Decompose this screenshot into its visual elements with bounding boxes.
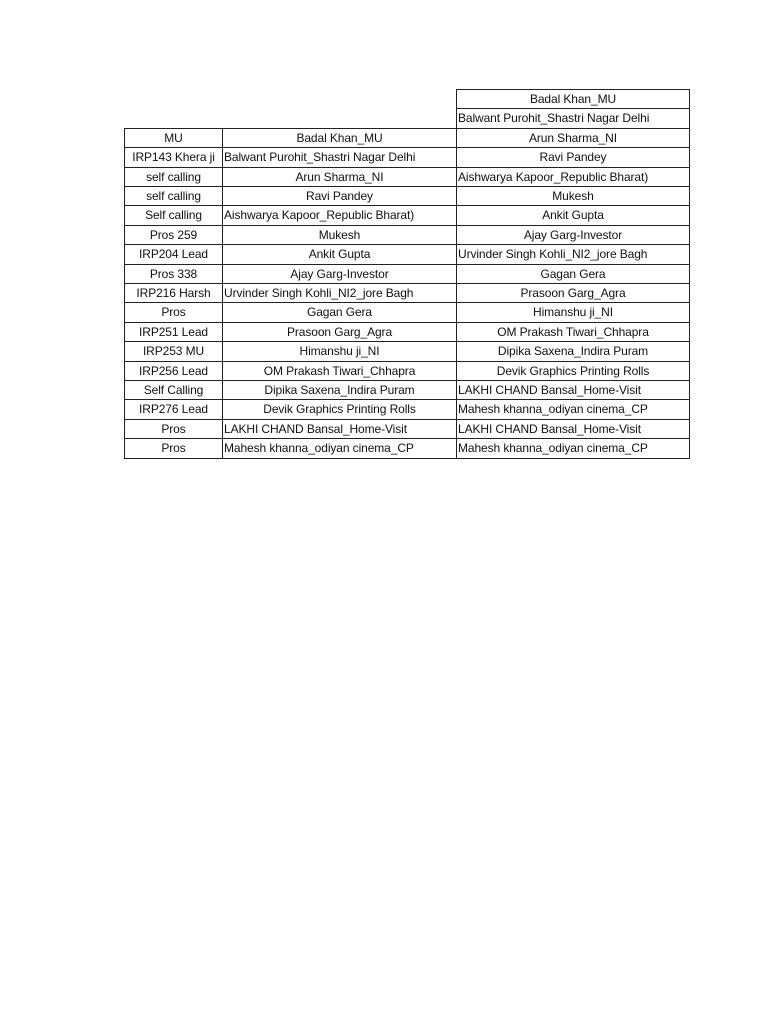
table-cell: Gagan Gera: [222, 302, 456, 321]
table-cell: OM Prakash Tiwari_Chhapra: [456, 322, 690, 341]
table-cell: LAKHI CHAND Bansal_Home-Visit: [222, 419, 456, 438]
table-cell: Mahesh khanna_odiyan cinema_CP: [222, 438, 456, 458]
table-cell: IRP251 Lead: [124, 322, 222, 341]
table-cell: Self Calling: [124, 380, 222, 399]
table-cell: IRP276 Lead: [124, 399, 222, 418]
table-cell: LAKHI CHAND Bansal_Home-Visit: [456, 419, 690, 438]
table-cell: Devik Graphics Printing Rolls: [456, 361, 690, 380]
table-cell: Devik Graphics Printing Rolls: [222, 399, 456, 418]
table-cell: Pros 338: [124, 264, 222, 283]
table-cell: Ankit Gupta: [456, 205, 690, 224]
table-cell: Self calling: [124, 205, 222, 224]
table-cell: Pros: [124, 302, 222, 321]
table-cell: Dipika Saxena_Indira Puram: [456, 341, 690, 360]
table-cell: Himanshu ji_NI: [456, 302, 690, 321]
table-cell: Mukesh: [456, 186, 690, 205]
table-cell: OM Prakash Tiwari_Chhapra: [222, 361, 456, 380]
table-cell: Urvinder Singh Kohli_NI2_jore Bagh: [456, 244, 690, 263]
table-cell: self calling: [124, 186, 222, 205]
table-cell: Urvinder Singh Kohli_NI2_jore Bagh: [222, 283, 456, 302]
table-cell: Badal Khan_MU: [222, 128, 456, 147]
table-cell: IRP143 Khera ji: [124, 147, 222, 166]
table-cell: Pros: [124, 419, 222, 438]
table-cell: Mahesh khanna_odiyan cinema_CP: [456, 399, 690, 418]
table-cell: Gagan Gera: [456, 264, 690, 283]
table-cell: Balwant Purohit_Shastri Nagar Delhi: [222, 147, 456, 166]
table-cell: Pros 259: [124, 225, 222, 244]
table-cell: IRP204 Lead: [124, 244, 222, 263]
table-cell: self calling: [124, 167, 222, 186]
table-cell: Prasoon Garg_Agra: [222, 322, 456, 341]
table-cell: Ankit Gupta: [222, 244, 456, 263]
table-cell: Mukesh: [222, 225, 456, 244]
table-cell: Aishwarya Kapoor_Republic Bharat): [456, 167, 690, 186]
table-cell: Ajay Garg-Investor: [222, 264, 456, 283]
table-cell: Ajay Garg-Investor: [456, 225, 690, 244]
top-block-cell: Balwant Purohit_Shastri Nagar Delhi: [456, 108, 690, 127]
table-cell: Ravi Pandey: [456, 147, 690, 166]
table-cell: Mahesh khanna_odiyan cinema_CP: [456, 438, 690, 458]
table-cell: IRP253 MU: [124, 341, 222, 360]
table-cell: Pros: [124, 438, 222, 458]
table-cell: Dipika Saxena_Indira Puram: [222, 380, 456, 399]
table-cell: Aishwarya Kapoor_Republic Bharat): [222, 205, 456, 224]
table-cell: LAKHI CHAND Bansal_Home-Visit: [456, 380, 690, 399]
table-cell: MU: [124, 128, 222, 147]
table-cell: IRP256 Lead: [124, 361, 222, 380]
table-cell: Prasoon Garg_Agra: [456, 283, 690, 302]
table-cell: Ravi Pandey: [222, 186, 456, 205]
table-cell: Arun Sharma_NI: [222, 167, 456, 186]
table-cell: Arun Sharma_NI: [456, 128, 690, 147]
table-cell: IRP216 Harsh: [124, 283, 222, 302]
table-cell: Himanshu ji_NI: [222, 341, 456, 360]
top-block-cell: Badal Khan_MU: [456, 89, 690, 108]
